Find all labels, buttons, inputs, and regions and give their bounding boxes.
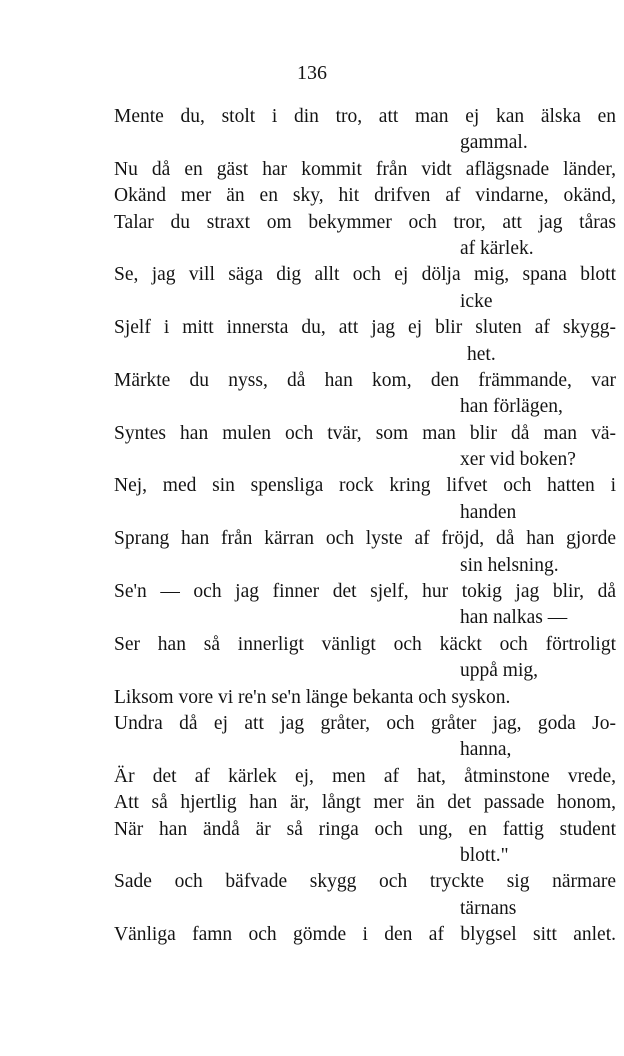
poem-line: Vänliga famn och gömde i den af blygsel sitt anlet. — [114, 924, 616, 946]
poem-line: Nu då en gäst har kommit från vidt aflägsnade länder, — [114, 158, 616, 180]
poem-line: Liksom vore vi re'n se'n länge bekanta och syskon. — [114, 686, 511, 708]
poem-line: Är det af kärlek ej, men af hat, åtminstone vrede, — [114, 765, 616, 787]
poem-line: Sjelf i mitt innersta du, att jag ej blir sluten af skygg- — [114, 317, 616, 339]
poem-line-continuation: han nalkas — — [460, 607, 568, 629]
poem-line-continuation: uppå mig, — [460, 660, 538, 682]
poem-line: Ser han så innerligt vänligt och käckt och förtroligt — [114, 633, 616, 655]
poem-line: Talar du straxt om bekymmer och tror, att jag tåras — [114, 211, 616, 233]
page-number: 136 — [297, 62, 327, 84]
poem-line-continuation: han förlägen, — [460, 396, 563, 418]
poem-line: Se, jag vill säga dig allt och ej dölja mig, spana blott — [114, 264, 616, 286]
poem-line-continuation: xer vid boken? — [460, 449, 576, 471]
poem-line-continuation: icke — [460, 290, 493, 312]
poem-line: Nej, med sin spensliga rock kring lifvet och hatten i — [114, 475, 616, 497]
poem-line: Se'n — och jag finner det sjelf, hur tokig jag blir, då — [114, 581, 616, 603]
poem-line-continuation: af kärlek. — [460, 237, 534, 259]
poem-line: Sprang han från kärran och lyste af fröjd, då han gjorde — [114, 528, 616, 550]
poem-line-continuation: het. — [467, 343, 496, 365]
poem-line: Okänd mer än en sky, hit drifven af vindarne, okänd, — [114, 185, 616, 207]
poem-line-continuation: blott." — [460, 844, 509, 866]
poem-line: När han ändå är så ringa och ung, en fattig student — [114, 818, 616, 840]
poem-line: Mente du, stolt i din tro, att man ej kan älska en — [114, 106, 616, 127]
poem-line-continuation: hanna, — [460, 739, 512, 761]
poem-line: Sade och bäfvade skygg och tryckte sig närmare — [114, 871, 616, 893]
poem-line-continuation: tärnans — [460, 897, 517, 919]
poem-text — [114, 104, 616, 949]
poem-line: Syntes han mulen och tvär, som man blir då man vä- — [114, 422, 616, 444]
poem-line-continuation: sin helsning. — [460, 554, 559, 576]
poem-line: Undra då ej att jag gråter, och gråter jag, goda Jo- — [114, 712, 616, 734]
poem-line: Att så hjertlig han är, långt mer än det passade honom, — [114, 792, 616, 814]
poem-line-continuation: handen — [460, 501, 517, 523]
poem-line: Märkte du nyss, då han kom, den främmande, var — [114, 369, 616, 391]
poem-line-continuation: gammal. — [460, 132, 528, 154]
